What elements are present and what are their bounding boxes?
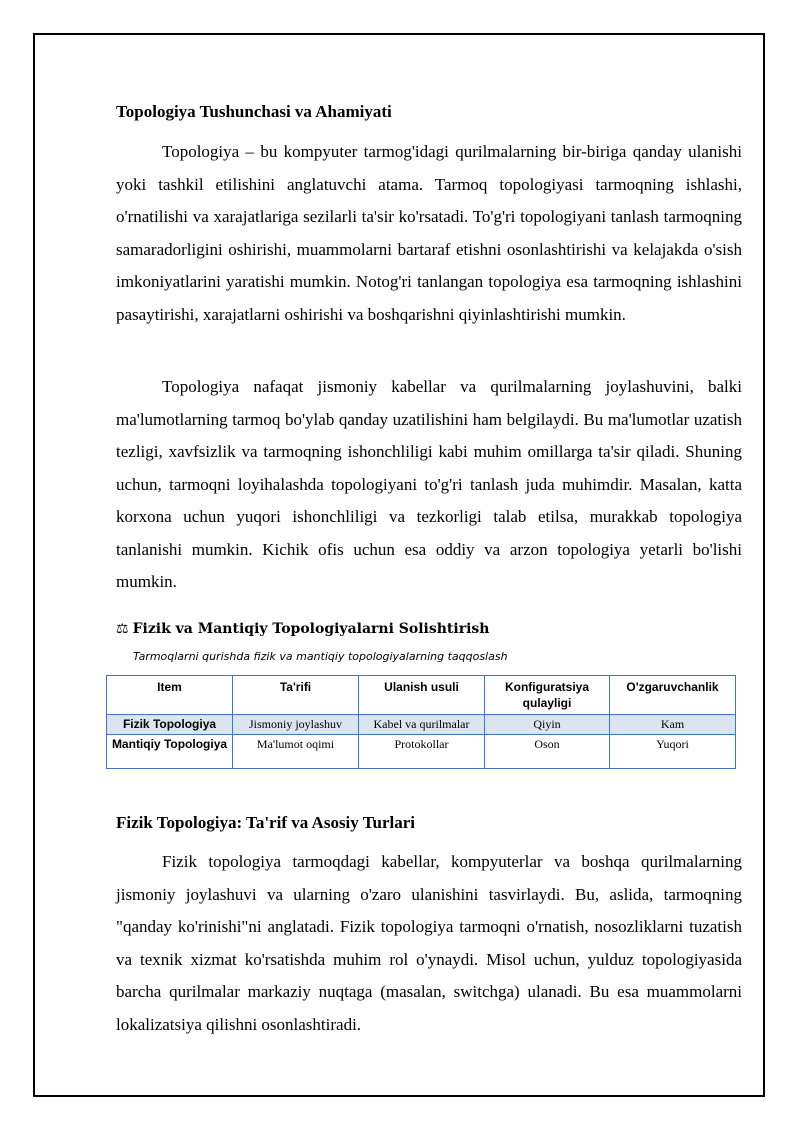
paragraph-topology-definition: Topologiya – bu kompyuter tarmog'idagi qurilmalarning bir-biriga qanday ulanishi yoki tashkil etilishini anglatuvchi atama. Tarmoq topologiyasi tarmoqning ishlashi, o'rnatilishi va xarajatlariga sezilarli ta'sir ko'rsatadi. To'g'ri topologiyani tanlash tarmoqning samaradorligini oshirishi, muammolarni bartaraf etishni osonlashtirishi va kelajakda o'sish imkoniyatlarini yaratishi mumkin. Notog'ri tanlangan topologiya esa tarmoqning ishlashini pasaytirishi, xarajatlarni oshirishi va boshqarishni qiyinlashtirishi mumkin. bbox=[116, 142, 742, 324]
column-header-konfiguratsiya: Konfiguratsiya qulayligi bbox=[485, 676, 610, 715]
column-header-item: Item bbox=[107, 676, 233, 715]
column-header-ozgaruvchanlik: O'zgaruvchanlik bbox=[610, 676, 736, 715]
table-cell: Qiyin bbox=[485, 715, 610, 735]
paragraph-physical-topology: Fizik topologiya tarmoqdagi kabellar, kompyuterlar va boshqa qurilmalarning jismoniy joylashuvi va ularning o'zaro ulanishini tasvirlaydi. Bu, aslida, tarmoqning "qanday ko'rinishi"ni anglatadi. Fizik topologiya tarmoqni o'rnatish, nosozliklarni tuzatish va texnik xizmat ko'rsatishda muhim rol o'ynaydi. Misol uchun, yulduz topologiyasida barcha qurilmalar markaziy nuqtaga (masalan, switchga) ulanadi. Bu esa muammolarni lokalizatsiya qilishni osonlashtiradi. bbox=[116, 852, 742, 1034]
table-cell: Kam bbox=[610, 715, 736, 735]
table-header-row bbox=[107, 676, 736, 715]
section-heading-topology-concept: Topologiya Tushunchasi va Ahamiyati bbox=[116, 102, 392, 121]
row-label: Mantiqiy Topologiya bbox=[107, 735, 233, 769]
row-label: Fizik Topologiya bbox=[107, 715, 233, 735]
table-row bbox=[107, 715, 736, 735]
scale-icon: ⚖ bbox=[116, 621, 129, 637]
comparison-title bbox=[116, 620, 742, 638]
paragraph-topology-importance: Topologiya nafaqat jismoniy kabellar va qurilmalarning joylashuvini, balki ma'lumotlarning tarmoq bo'ylab qanday uzatilishini ham belgilaydi. Bu ma'lumotlar uzatish tezligi, xavfsizlik va tarmoqning ishonchliligi kabi muhim omillarga ta'sir qiladi. Shuning uchun, tarmoqni loyihalashda topologiyani to'g'ri tanlash juda muhimdir. Masalan, katta korxona uchun yuqori ishonchliligi va tezkorligi talab etilsa, murakkab topologiya tanlanishi mumkin. Kichik ofis uchun esa oddiy va arzon topologiya yetarli bo'lishi mumkin. bbox=[116, 377, 742, 591]
comparison-table bbox=[106, 675, 736, 769]
table-caption: Tarmoqlarni qurishda fizik va mantiqiy topologiyalarning taqqoslash bbox=[133, 650, 508, 663]
comparison-title-text: Fizik va Mantiqiy Topologiyalarni Solishtirish bbox=[132, 621, 490, 637]
table-cell: Yuqori bbox=[610, 735, 736, 769]
table-cell: Protokollar bbox=[359, 735, 485, 769]
section-heading-physical-topology: Fizik Topologiya: Ta'rif va Asosiy Turlari bbox=[116, 813, 415, 832]
column-header-tarifi: Ta'rifi bbox=[233, 676, 359, 715]
table-cell: Oson bbox=[485, 735, 610, 769]
column-header-ulanish-usuli: Ulanish usuli bbox=[359, 676, 485, 715]
table-row bbox=[107, 735, 736, 769]
table-cell: Ma'lumot oqimi bbox=[233, 735, 359, 769]
table-cell: Jismoniy joylashuv bbox=[233, 715, 359, 735]
table-cell: Kabel va qurilmalar bbox=[359, 715, 485, 735]
